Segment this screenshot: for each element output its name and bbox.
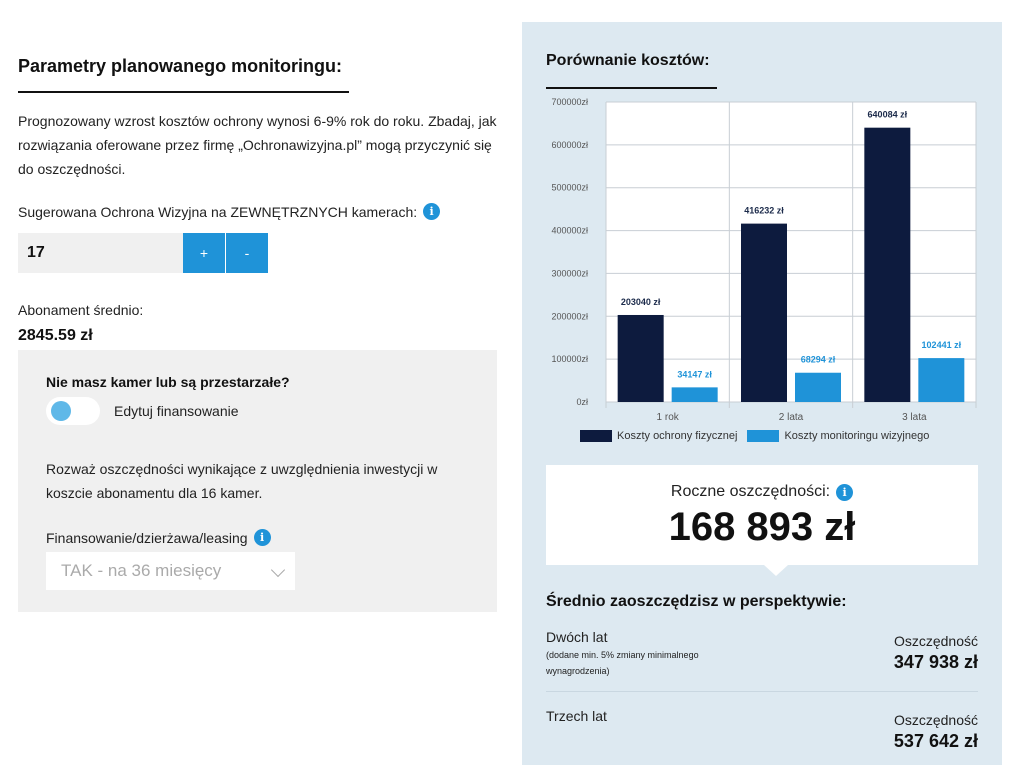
comparison-title-underline	[546, 87, 717, 89]
data-label: 102441 zł	[921, 340, 962, 351]
period-label: Trzech lat	[546, 708, 607, 724]
title-underline	[18, 91, 349, 93]
info-icon[interactable]: i	[423, 203, 440, 220]
saving-value: 347 938 zł	[893, 652, 978, 672]
x-tick-label: 2 lata	[778, 412, 804, 423]
y-tick-label: 200000zł	[551, 311, 588, 322]
saving-label: Oszczędność	[893, 633, 978, 649]
comparison-panel	[522, 22, 1002, 765]
data-label: 203040 zł	[620, 296, 661, 307]
chart-legend	[580, 430, 929, 442]
saving-value: 537 642 zł	[893, 731, 978, 751]
chevron-down-icon	[271, 563, 285, 577]
y-tick-label: 0zł	[576, 397, 588, 407]
comparison-title: Porównanie kosztów:	[546, 52, 710, 69]
period-note: (dodane min. 5% zmiany minimalnego wynagrodzenia)	[546, 650, 699, 676]
perspective-title: Średnio zaoszczędzisz w perspektywie:	[546, 593, 847, 610]
financing-select-text: Finansowanie/dzierżawa/leasing	[46, 529, 248, 546]
saving-block	[894, 633, 978, 673]
annual-savings-label-row	[546, 483, 978, 501]
bar-physical	[741, 224, 787, 402]
data-label: 68294 zł	[800, 354, 836, 365]
bar-monitoring	[795, 373, 841, 402]
data-label: 34147 zł	[677, 369, 712, 380]
decrement-button[interactable]: -	[226, 233, 268, 273]
financing-toggle[interactable]	[46, 397, 100, 425]
section-title: Parametry planowanego monitoringu:	[18, 56, 343, 76]
cost-comparison-chart	[532, 94, 992, 454]
financing-toggle-label: Edytuj finansowanie	[114, 403, 239, 419]
annual-savings-card	[546, 465, 978, 565]
data-label: 416232 zł	[744, 205, 784, 216]
y-tick-label: 100000zł	[551, 354, 588, 365]
intro-text: Prognozowany wzrost kosztów ochrony wynosi 6-9% rok do roku. Zbadaj, jak rozwiązania oferowane przez firmę „Ochronawizyjna.pl” mogą przyczynić się do oszczędności.	[18, 113, 497, 177]
saving-block	[894, 712, 978, 752]
y-tick-label: 600000zł	[551, 139, 588, 150]
legend-label-monitoring: Koszty monitoringu wizyjnego	[784, 430, 930, 442]
financing-box	[18, 350, 497, 612]
bar-monitoring	[672, 387, 718, 402]
bar-physical	[864, 128, 910, 402]
financing-question: Nie masz kamer lub są przestarzałe?	[46, 374, 290, 390]
x-tick-label: 1 rok	[656, 412, 679, 423]
annual-savings-label: Roczne oszczędności:	[670, 483, 831, 500]
legend-item-physical[interactable]	[580, 430, 737, 442]
x-tick-label: 3 lata	[902, 412, 927, 423]
legend-swatch-monitoring	[747, 430, 779, 442]
saving-label: Oszczędność	[893, 712, 978, 728]
financing-toggle-row	[46, 397, 239, 425]
subscription-value: 2845.59 zł	[18, 327, 93, 344]
y-tick-label: 500000zł	[551, 182, 588, 193]
financing-description: Rozważ oszczędności wynikające z uwzględnienia inwestycji w koszcie abonamentu dla 16 kamer.	[46, 461, 438, 501]
savings-row-three-years	[546, 708, 978, 765]
subscription-label: Abonament średnio:	[18, 302, 144, 318]
suggested-cameras-text: Sugerowana Ochrona Wizyjna na ZEWNĘTRZNYCH kamerach:	[18, 203, 418, 220]
legend-swatch-physical	[580, 430, 612, 442]
camera-count-stepper	[18, 233, 268, 273]
legend-item-monitoring[interactable]	[747, 430, 929, 442]
bar-monitoring	[918, 358, 964, 402]
bar-physical	[618, 315, 664, 402]
financing-select-label	[46, 529, 271, 546]
y-tick-label: 700000zł	[551, 97, 588, 107]
increment-button[interactable]: +	[183, 233, 225, 273]
info-icon[interactable]: i	[836, 484, 853, 501]
financing-select-value: TAK - na 36 miesięcy	[61, 561, 222, 580]
annual-savings-value: 168 893 zł	[668, 505, 856, 549]
savings-row-two-years	[546, 629, 978, 692]
financing-select[interactable]	[46, 552, 295, 590]
legend-label-physical: Koszty ochrony fizycznej	[617, 430, 738, 442]
info-icon[interactable]: i	[254, 529, 271, 546]
camera-count-input[interactable]	[18, 233, 183, 273]
data-label: 640084 zł	[867, 109, 908, 120]
y-tick-label: 400000zł	[551, 225, 588, 236]
suggested-cameras-label	[18, 203, 440, 220]
y-tick-label: 300000zł	[551, 268, 588, 279]
period-label: Dwóch lat	[546, 629, 608, 645]
card-pointer	[764, 565, 788, 576]
toggle-knob	[51, 401, 71, 421]
